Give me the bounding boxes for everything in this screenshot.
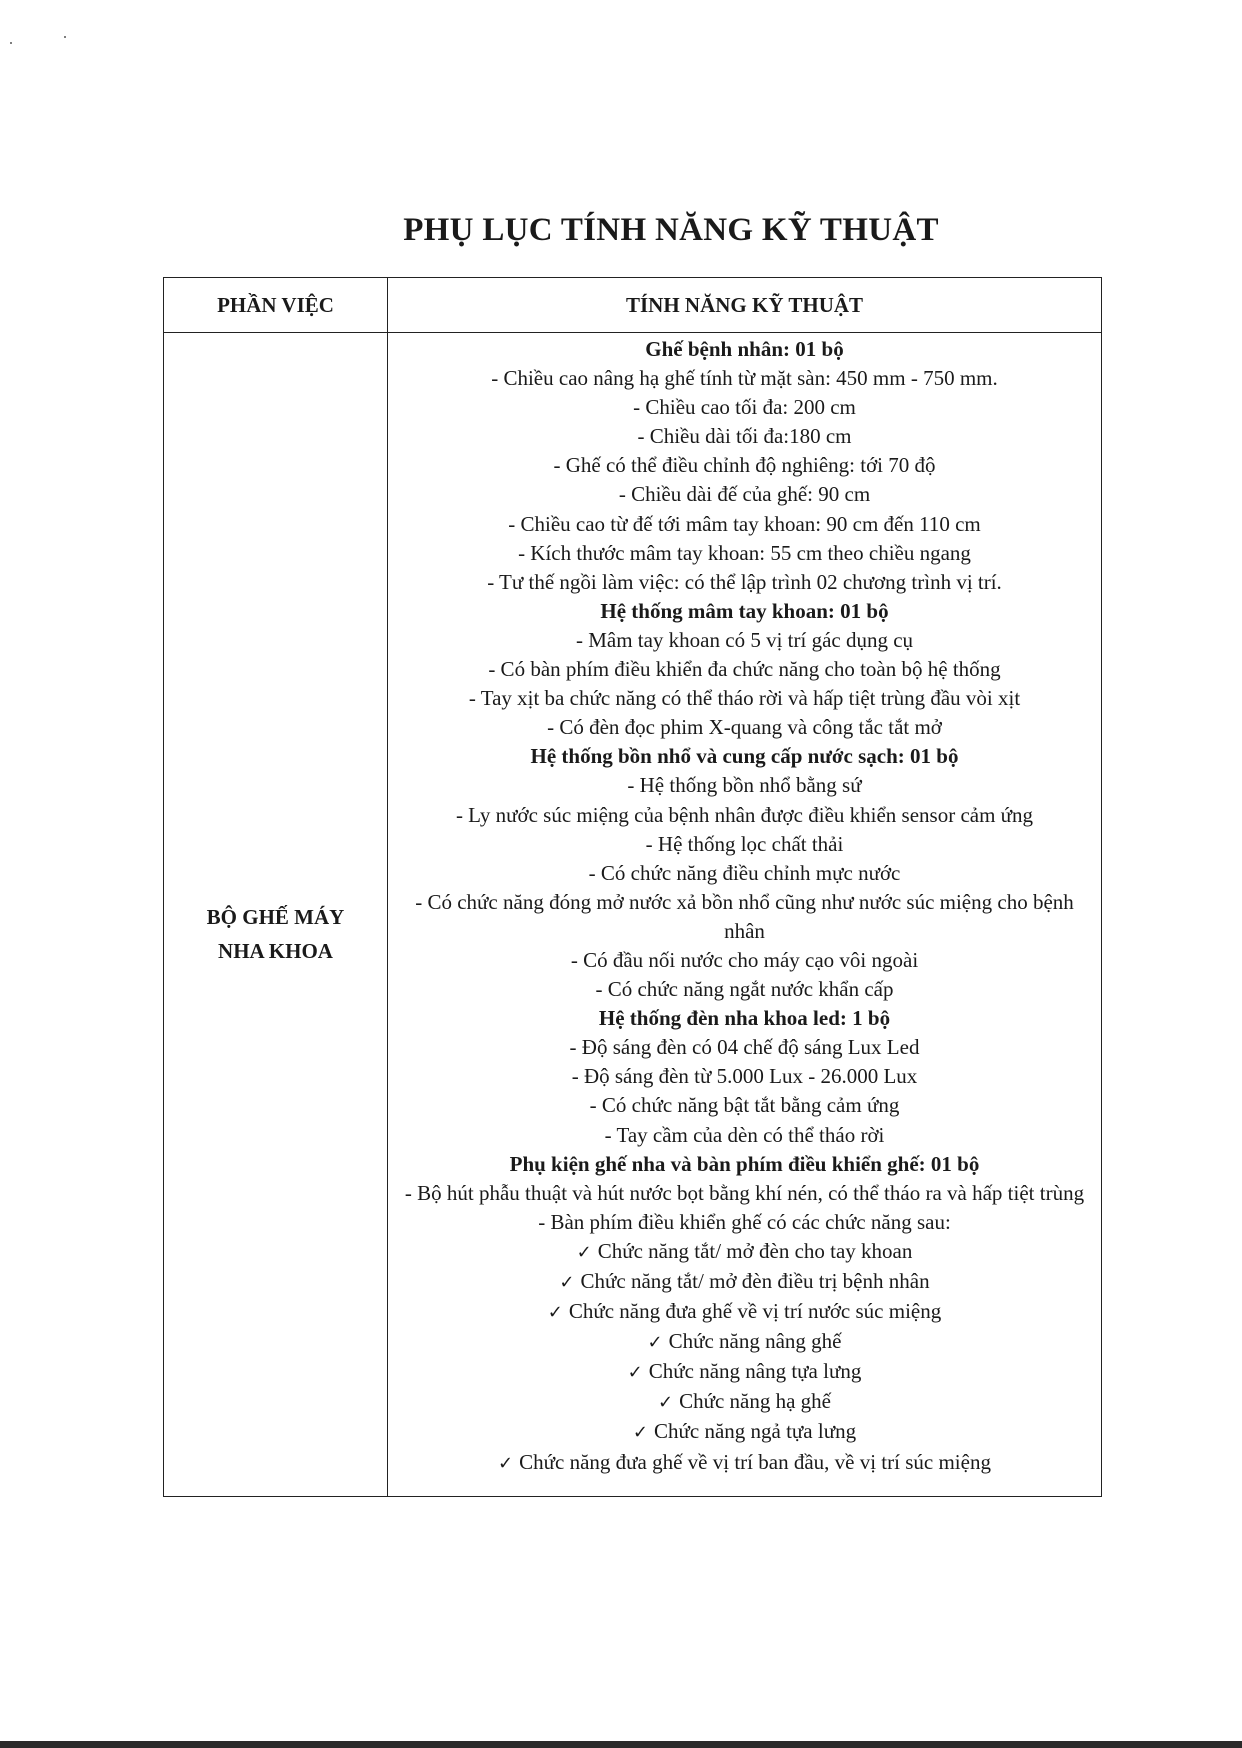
section-heading: Ghế bệnh nhân: 01 bộ (645, 337, 844, 361)
check-item (396, 1267, 1093, 1297)
section-heading: Hệ thống đèn nha khoa led: 1 bộ (598, 1006, 891, 1031)
page-title: PHỤ LỤC TÍNH NĂNG KỸ THUẬT (403, 212, 939, 248)
check-mark-icon: ✓ (632, 1422, 648, 1444)
check-item (396, 1297, 1093, 1327)
section-heading: Phụ kiện ghế nha và bàn phím điều khiển ghế: 01 bộ (509, 1151, 980, 1176)
spec-line: - Hệ thống bồn nhổ bằng sứ (627, 773, 862, 798)
spec-line: - Tay cầm của dèn có thể tháo rời (604, 1122, 885, 1147)
spec-line: - Có chức năng đóng mở nước xả bồn nhổ cũng như nước súc miệng cho bệnh nhân (415, 889, 1074, 943)
check-mark-icon: ✓ (576, 1241, 592, 1263)
scan-bottom-edge (0, 1741, 1242, 1748)
check-mark-icon: ✓ (647, 1332, 663, 1354)
part-name-line: NHA KHOA (218, 939, 333, 964)
spec-line: - Chiều cao từ đế tới mâm tay khoan: 90 cm đến 110 cm (508, 511, 981, 536)
table-row (164, 333, 1102, 1497)
check-item-label: Chức năng đưa ghế về vị trí ban đầu, về vị trí súc miệng (519, 1449, 991, 1474)
spec-line: - Chiều dài tối đa:180 cm (637, 424, 852, 449)
section-heading: Hệ thống bồn nhổ và cung cấp nước sạch: 01 bộ (530, 744, 959, 769)
check-mark-icon: ✓ (657, 1392, 674, 1414)
check-item (396, 1327, 1093, 1357)
check-item-label: Chức năng tắt/ mở đèn cho tay khoan (597, 1238, 913, 1263)
section-heading: Hệ thống mâm tay khoan: 01 bộ (600, 598, 889, 623)
check-item-label: Chức năng đưa ghế về vị trí nước súc miệng (568, 1299, 942, 1324)
spec-table (163, 277, 1102, 1497)
check-item (396, 1357, 1093, 1387)
spec-line: - Bàn phím điều khiển ghế có các chức năng sau: (538, 1209, 951, 1234)
header-spec: TÍNH NĂNG KỸ THUẬT (388, 278, 1102, 333)
check-mark-icon: ✓ (559, 1272, 575, 1293)
spec-line: - Có chức năng bật tắt bằng cảm ứng (589, 1093, 900, 1118)
spec-line: - Bộ hút phẫu thuật và hút nước bọt bằng khí nén, có thể tháo ra và hấp tiệt trùng (404, 1180, 1085, 1205)
check-mark-icon: ✓ (498, 1452, 514, 1474)
check-mark-icon: ✓ (547, 1302, 563, 1324)
check-mark-icon: ✓ (627, 1362, 643, 1384)
spec-line: - Có đầu nối nước cho máy cạo vôi ngoài (570, 947, 919, 972)
check-item-label: Chức năng hạ ghế (679, 1389, 831, 1414)
check-item-label: Chức năng nâng tựa lưng (648, 1359, 862, 1384)
spec-line: - Độ sáng đèn có 04 chế độ sáng Lux Led (569, 1035, 920, 1060)
check-list (396, 1237, 1093, 1478)
spec-line: - Có bàn phím điều khiển đa chức năng cho toàn bộ hệ thống (488, 657, 1001, 682)
spec-line: - Có chức năng ngắt nước khẩn cấp (595, 977, 894, 1002)
spec-cell (388, 333, 1102, 1497)
spec-line: - Kích thước mâm tay khoan: 55 cm theo chiều ngang (518, 540, 971, 565)
spec-line: - Mâm tay khoan có 5 vị trí gác dụng cụ (575, 627, 914, 652)
spec-line: - Chiều cao tối đa: 200 cm (633, 395, 856, 420)
spec-line: - Độ sáng đèn từ 5.000 Lux - 26.000 Lux (571, 1064, 918, 1089)
spec-line: - Hệ thống lọc chất thải (645, 831, 844, 856)
part-name-line: BỘ GHẾ MÁY (206, 905, 345, 930)
scan-speck (10, 42, 12, 44)
spec-line: - Có đèn đọc phim X-quang và công tắc tắt mở (547, 715, 942, 740)
table-header-row (164, 278, 1102, 333)
header-part: PHẦN VIỆC (164, 278, 388, 333)
spec-line: - Ghế có thể điều chỉnh độ nghiêng: tới 70 độ (553, 453, 936, 478)
spec-line: - Tư thế ngồi làm việc: có thể lập trình 02 chương trình vị trí. (487, 569, 1002, 594)
spec-line: - Chiều cao nâng hạ ghế tính từ mặt sàn: 450 mm - 750 mm. (491, 366, 998, 391)
spec-line: - Tay xịt ba chức năng có thể tháo rời và hấp tiệt trùng đầu vòi xịt (468, 686, 1021, 711)
scan-specks (10, 30, 80, 50)
check-item-label: Chức năng ngả tựa lưng (653, 1419, 857, 1444)
spec-lines (396, 335, 1093, 1237)
check-item (396, 1417, 1093, 1447)
check-item-label: Chức năng tắt/ mở đèn điều trị bệnh nhân (580, 1269, 930, 1293)
scan-speck (64, 36, 66, 38)
check-item (396, 1387, 1093, 1417)
check-item-label: Chức năng nâng ghế (668, 1329, 842, 1354)
spec-line: - Có chức năng điều chỉnh mực nước (588, 860, 901, 885)
check-item (396, 1448, 1093, 1478)
spec-line: - Chiều dài đế của ghế: 90 cm (618, 482, 871, 507)
check-item (396, 1237, 1093, 1267)
part-cell (164, 333, 388, 1497)
spec-line: - Ly nước súc miệng của bệnh nhân được điều khiển sensor cảm ứng (455, 802, 1034, 827)
